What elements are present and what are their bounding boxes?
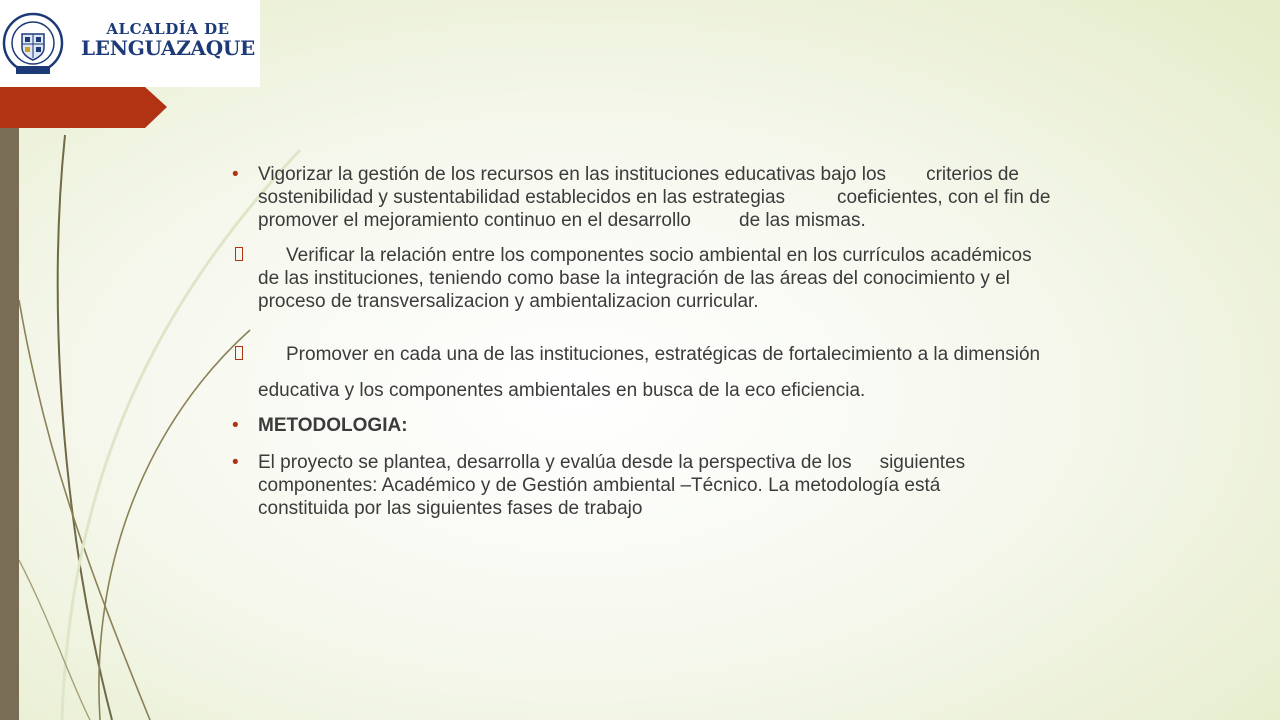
text-line: Verificar la relación entre los componentes socio ambiental en los currículos académicos	[286, 245, 1032, 266]
text-line: El proyecto se plantea, desarrolla y evalúa desde la perspectiva de los siguientes	[258, 452, 966, 473]
text-line: Promover en cada una de las instituciones, estratégicas de fortalecimiento a la dimensión	[286, 344, 1041, 365]
left-accent-bar	[0, 128, 19, 720]
text-line: Vigorizar la gestión de los recursos en las instituciones educativas bajo los criterios de	[258, 164, 1019, 185]
text-line: componentes: Académico y de Gestión ambiental –Técnico. La metodología está	[258, 475, 941, 496]
missing-glyph-box-icon	[235, 346, 243, 360]
bullet-item	[230, 244, 1160, 313]
bullet-marker: •	[232, 415, 239, 436]
text-line: educativa y los componentes ambientales en busca de la eco eficiencia.	[258, 380, 866, 401]
bullet-marker: •	[232, 452, 239, 473]
bullet-item	[230, 343, 1160, 402]
text-line: de las instituciones, teniendo como base la integración de las áreas del conocimiento y el	[258, 268, 1011, 289]
logo-title-line2: LENGUAZAQUE	[81, 36, 255, 60]
bullet-item	[230, 451, 1160, 520]
logo	[0, 0, 260, 87]
text-line: sostenibilidad y sustentabilidad establecidos en las estrategias coeficientes, con el fin de	[258, 187, 1051, 208]
bullet-marker: •	[232, 164, 239, 185]
bullet-item	[230, 414, 1160, 437]
bullet-list	[230, 163, 1160, 520]
text-line: proceso de transversalizacion y ambientalizacion curricular.	[258, 291, 759, 312]
red-arrow-tab	[0, 87, 167, 128]
municipal-seal-icon	[2, 6, 64, 80]
bullet-item	[230, 163, 1160, 232]
logo-title-line1: ALCALDÍA DE	[106, 20, 230, 38]
text-line: promover el mejoramiento continuo en el desarrollo de las mismas.	[258, 210, 866, 231]
section-heading: METODOLOGIA:	[258, 415, 408, 436]
text-line: constituida por las siguientes fases de trabajo	[258, 498, 643, 519]
missing-glyph-box-icon	[235, 247, 243, 261]
